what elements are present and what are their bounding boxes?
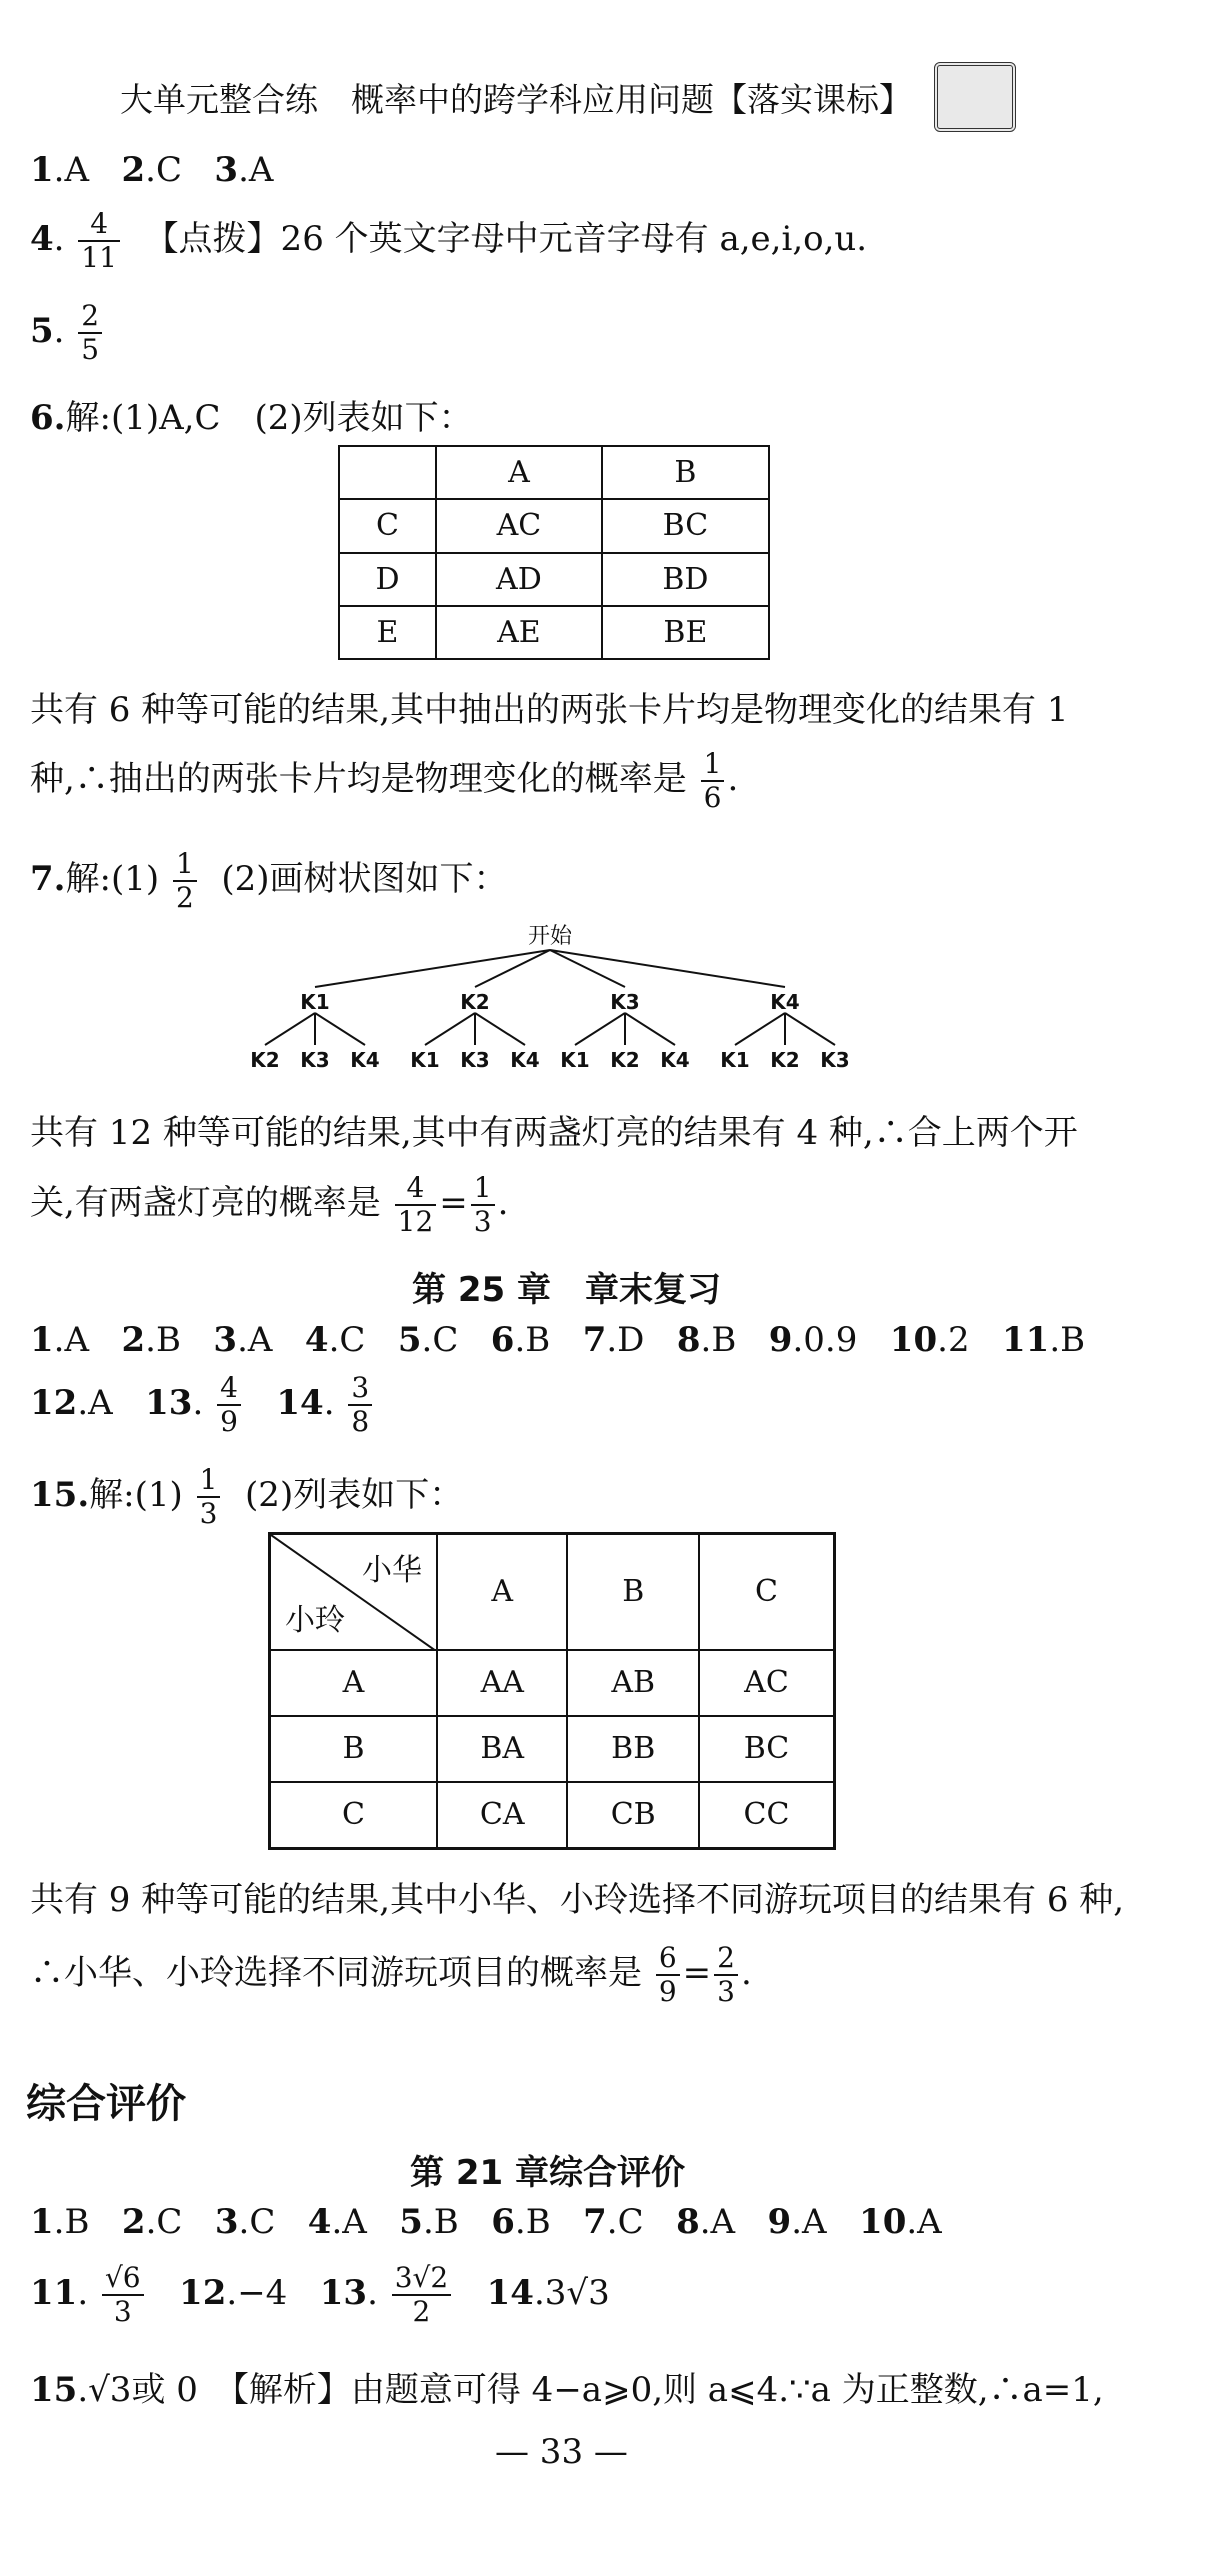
chapter-21-answers-row2: 11. $\frac{√6}{3}$ 12.−4 13. $\frac{3√2}{2}$ 14.3√3	[30, 2261, 610, 2328]
fraction: $\frac{4}{9}$	[217, 1372, 241, 1438]
tree-leaf: K2	[770, 1048, 800, 1072]
fraction: $\frac{1}{3}$	[197, 1464, 221, 1530]
tree-leaf: K1	[720, 1048, 750, 1072]
table-row: B BA BB BC	[270, 1716, 835, 1782]
fraction: $\frac{2}{5}$	[78, 300, 102, 366]
answer-15-chapter21: 15.√3或 0 【解析】由题意可得 4−a⩾0,则 a⩽4.∵a 为正整数,∴a=1,	[30, 2370, 1104, 2410]
answer-15-line2: ∴小华、小玲选择不同游玩项目的概率是 $\frac{6}{9}$ = $\frac{2}{3}$ .	[30, 1941, 752, 2008]
fraction: $\frac{3√2}{2}$	[392, 2262, 451, 2328]
table-row: 小华 小玲 A B C	[270, 1534, 835, 1650]
page-number: — 33 —	[495, 2432, 628, 2472]
brand-seal-icon	[934, 62, 1016, 132]
chapter-25-answers-row1: 1.A 2.B 3.A 4.C 5.C 6.B 7.D 8.B 9.0.9 10.2 11.B	[30, 1320, 1086, 1360]
chapter-25-title: 第 25 章 章末复习	[412, 1270, 721, 1310]
answer-4: 4. $\frac{4}{11}$ 【点拨】26 个英文字母中元音字母有 a,e,i,o,u.	[30, 207, 868, 274]
tree-node: K1	[300, 990, 330, 1014]
table-corner-cell: 小华 小玲	[270, 1534, 438, 1650]
answer-7-line1: 共有 12 种等可能的结果,其中有两盏灯亮的结果有 4 种,∴合上两个开	[30, 1113, 1078, 1153]
fraction: $\frac{2}{3}$	[714, 1942, 738, 2008]
tree-leaf: K2	[250, 1048, 280, 1072]
table-row: C CA CB CC	[270, 1782, 835, 1849]
table-row: E AE BE	[339, 606, 769, 659]
tree-node: K4	[770, 990, 800, 1014]
tree-leaf: K4	[350, 1048, 380, 1072]
section-title: 综合评价	[26, 2081, 186, 2127]
table-row: A AA AB AC	[270, 1650, 835, 1716]
page-header-title: 大单元整合练 概率中的跨学科应用问题【落实课标】	[120, 80, 912, 119]
tree-root: 开始	[527, 924, 573, 949]
answer-6-line2: 种,∴抽出的两张卡片均是物理变化的概率是 $\frac{1}{6}$ .	[30, 747, 739, 814]
chapter-21-answers-row1: 1.B 2.C 3.C 4.A 5.B 6.B 7.C 8.A 9.A 10.A	[30, 2202, 942, 2242]
answer-15-line1: 共有 9 种等可能的结果,其中小华、小玲选择不同游玩项目的结果有 6 种,	[30, 1880, 1125, 1920]
fraction: $\frac{4}{12}$	[395, 1172, 437, 1238]
table-row: C AC BC	[339, 499, 769, 552]
answer-7-line2: 关,有两盏灯亮的概率是 $\frac{4}{12}$ = $\frac{1}{3}$ .	[30, 1171, 509, 1238]
tree-leaf: K3	[820, 1048, 850, 1072]
answer-7-intro: 7.解:(1) $\frac{1}{2}$ (2)画树状图如下：	[30, 847, 508, 914]
table-row: D AD BD	[339, 553, 769, 606]
answer-5: 5. $\frac{2}{5}$	[30, 300, 105, 366]
tree-leaf: K3	[460, 1048, 490, 1072]
fraction: $\frac{1}{6}$	[701, 748, 725, 814]
tree-leaf: K1	[560, 1048, 590, 1072]
tree-leaf: K4	[510, 1048, 540, 1072]
fraction: $\frac{6}{9}$	[656, 1942, 680, 2008]
chapter-21-title: 第 21 章综合评价	[410, 2153, 685, 2193]
fraction: $\frac{4}{11}$	[78, 208, 120, 274]
tree-diagram	[230, 915, 870, 1080]
table-row: A B	[339, 446, 769, 499]
fraction: $\frac{1}{3}$	[471, 1172, 495, 1238]
fraction: $\frac{1}{2}$	[173, 848, 197, 914]
tree-leaf: K1	[410, 1048, 440, 1072]
fraction: $\frac{√6}{3}$	[102, 2262, 144, 2328]
answer-6-line1: 共有 6 种等可能的结果,其中抽出的两张卡片均是物理变化的结果有 1	[30, 690, 1069, 730]
fraction: $\frac{3}{8}$	[348, 1372, 372, 1438]
tree-node: K2	[460, 990, 490, 1014]
tree-leaf: K3	[300, 1048, 330, 1072]
tree-leaf: K4	[660, 1048, 690, 1072]
table-q6	[338, 445, 770, 660]
answer-6-intro: 6.解:(1)A,C (2)列表如下：	[30, 398, 473, 438]
table-q15	[268, 1532, 836, 1850]
tree-leaf: K2	[610, 1048, 640, 1072]
answer-15-intro: 15.解:(1) $\frac{1}{3}$ (2)列表如下：	[30, 1463, 464, 1530]
answers-1-3: 1.A 2.C 3.A	[30, 150, 274, 190]
chapter-25-answers-row2: 12.A 13. $\frac{4}{9}$ 14. $\frac{3}{8}$	[30, 1372, 375, 1438]
tree-node: K3	[610, 990, 640, 1014]
